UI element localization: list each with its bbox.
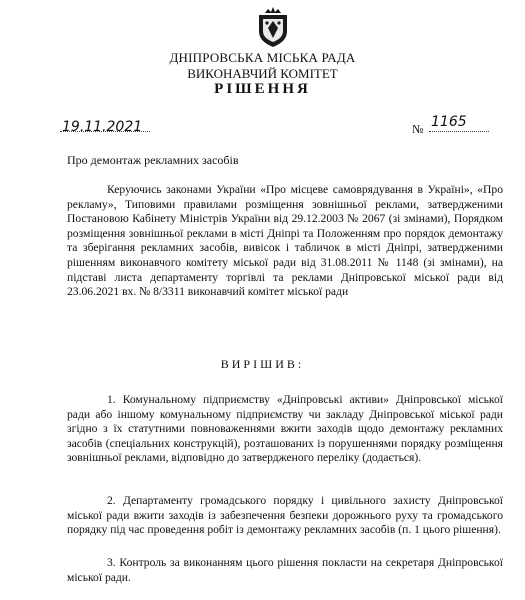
decided-heading: ВИРІШИВ:: [220, 357, 305, 371]
committee-name: ВИКОНАВЧИЙ КОМІТЕТ: [187, 66, 338, 81]
council-name: ДНІПРОВСЬКА МІСЬКА РАДА: [169, 50, 356, 65]
city-coat-of-arms-icon: [256, 4, 290, 48]
date-underline: [60, 131, 150, 132]
decision-item-3: 3. Контроль за виконанням цього рішення покласти на секретаря Дніпровської міської ради.: [67, 556, 503, 584]
decision-number: 1165: [431, 114, 467, 130]
document-type-title: РІШЕННЯ: [214, 81, 311, 97]
preamble-paragraph: Керуючись законами України «Про місцеве самоврядування в Україні», «Про рекламу», Типовими правилами розміщення зовнішньої реклами, затвердженими Постановою Кабінету Міністрів України від 29.12.2003 № 2067 (зі змінами), Порядком розміщення зовнішньої реклами в місті Дніпрі та Положенням про порядок демонтажу та зберігання рекламних засобів, вивісок і табличок в місті Дніпрі, затвердженими рішенням виконавчого комітету міської ради від 31.08.2011 № 1148 (зі змінами), на підставі листа департаменту торгівлі та реклами Дніпровської міської ради від 23.06.2021 вх. № 8/3311 виконавчий комітет міської ради: [67, 183, 503, 299]
decision-item-2: 2. Департаменту громадського порядку і цивільного захисту Дніпровської міської ради вжити заходів із забезпечення безпеки дорожнього руху та громадського порядку під час проведення робіт із демонтажу рекламних засобів (п. 1 цього рішення).: [67, 494, 503, 537]
decision-subject: Про демонтаж рекламних засобів: [67, 153, 239, 167]
decision-item-1: 1. Комунальному підприємству «Дніпровські активи» Дніпровської міської ради або іншому комунальному підприємству чи закладу Дніпровської міської ради згідно з їх статутними повноваженнями вжити заходів щодо демонтажу рекламних засобів (спеціальних конструкцій), розташованих із порушеннями порядку розміщення зовнішньої реклами, відповідно до затвердженого переліку (додається).: [67, 393, 503, 465]
number-underline: [429, 131, 489, 132]
number-label: №: [412, 122, 424, 136]
decision-date: 19.11.2021: [62, 119, 143, 135]
